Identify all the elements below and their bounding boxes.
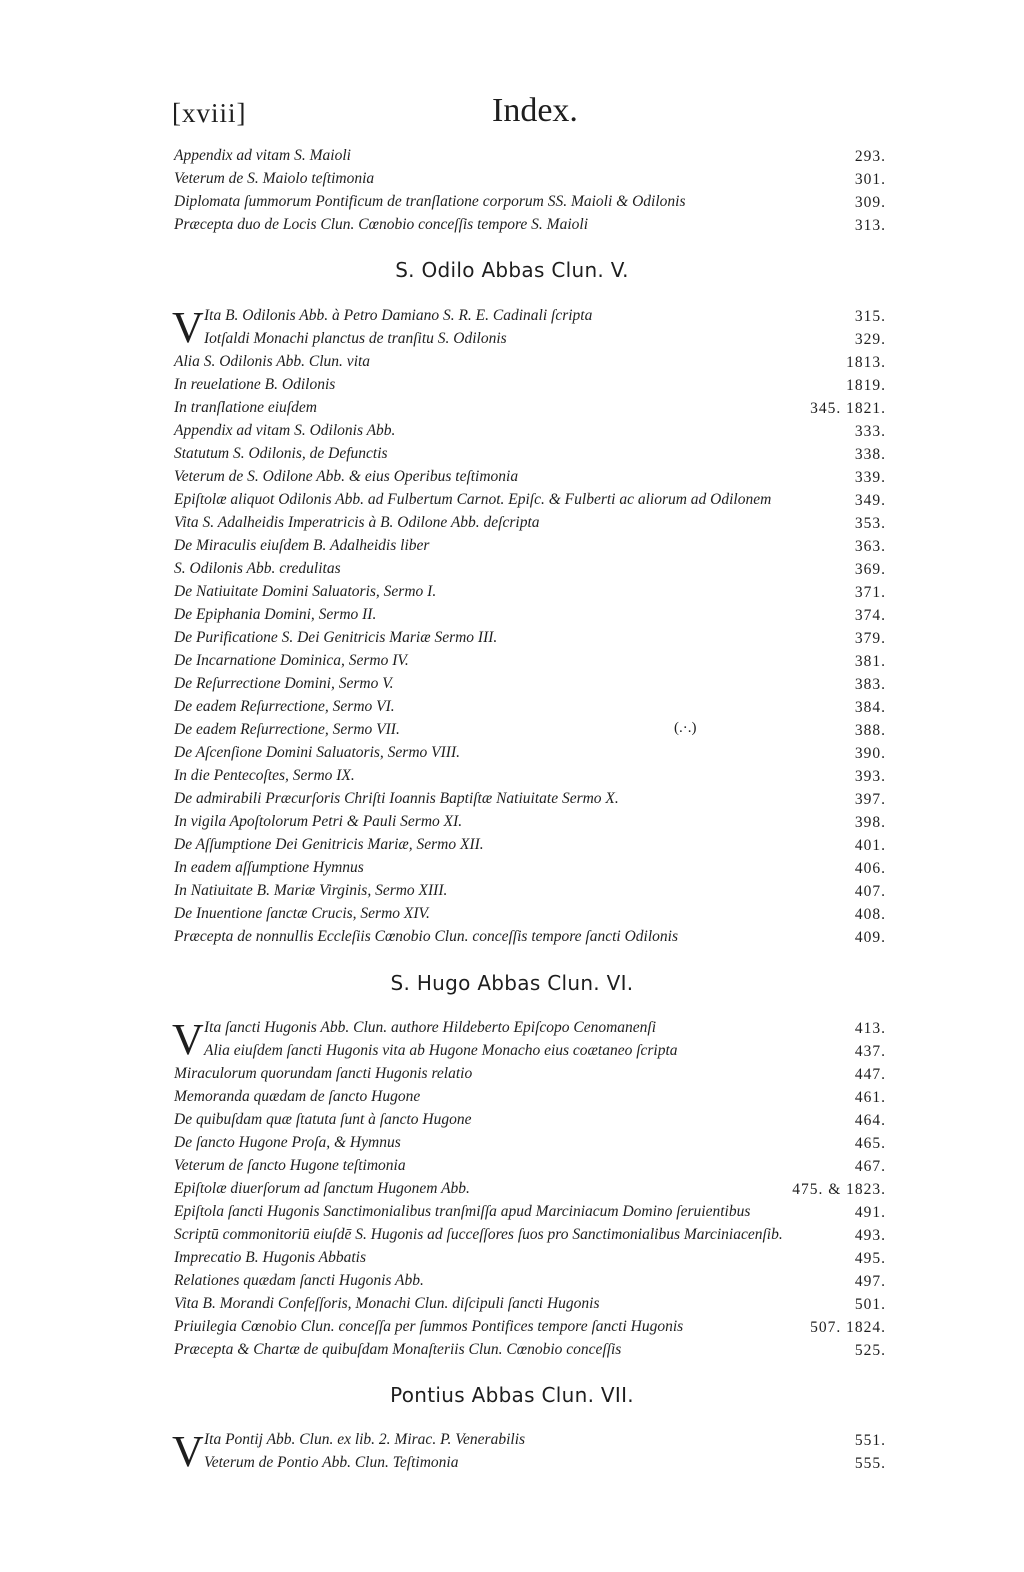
index-entry <box>0 1088 1024 1111</box>
entry-title: Ita Pontij Abb. Clun. ex lib. 2. Mirac. P. Venerabilis <box>204 1431 526 1448</box>
entry-page: 493. <box>854 1227 886 1244</box>
entry-title: Appendix ad vitam S. Odilonis Abb. <box>174 422 396 439</box>
entry-page: 1819. <box>846 377 886 394</box>
entry-title: Præcepta de nonnullis Eccleſiis Cœnobio Clun. conceſſis tempore ſancti Odilonis <box>174 928 678 945</box>
entry-title: De Reſurrectione Domini, Sermo V. <box>174 675 394 692</box>
entry-title: De Purificatione S. Dei Genitricis Mariæ Sermo III. <box>174 629 498 646</box>
index-entry <box>0 1157 1024 1180</box>
index-entry <box>0 399 1024 422</box>
entry-title: Ita ſancti Hugonis Abb. Clun. authore Hildeberto Epiſcopo Cenomanenſi <box>204 1019 657 1036</box>
entry-title: Iotſaldi Monachi planctus de tranſitu S. Odilonis <box>204 330 507 347</box>
entry-page: 329. <box>854 331 886 348</box>
entry-title: De quibuſdam quæ ſtatuta ſunt à ſancto Hugone <box>174 1111 472 1128</box>
entry-title: In Natiuitate B. Mariæ Virginis, Sermo XIII. <box>174 882 448 899</box>
entry-page: 388. <box>854 722 886 739</box>
entry-page: 1813. <box>846 354 886 371</box>
index-entry <box>0 1019 1024 1042</box>
entry-title: In die Pentecoſtes, Sermo IX. <box>174 767 355 784</box>
entry-title: Statutum S. Odilonis, de Defunctis <box>174 445 388 462</box>
section-heading: S. Odilo Abbas Clun. V. <box>395 258 629 282</box>
entry-page: 464. <box>854 1112 886 1129</box>
index-entry <box>0 1431 1024 1454</box>
entry-title: In vigila Apoſtolorum Petri & Pauli Sermo XI. <box>174 813 463 830</box>
index-entry <box>0 1226 1024 1249</box>
entry-page: 401. <box>854 837 886 854</box>
entry-page: 313. <box>854 217 886 234</box>
entry-page: 333. <box>854 423 886 440</box>
entry-page: 407. <box>854 883 886 900</box>
entry-title: De Aſcenſione Domini Saluatoris, Sermo VIII. <box>174 744 460 761</box>
index-entry <box>0 859 1024 882</box>
index-entry <box>0 813 1024 836</box>
index-entry <box>0 537 1024 560</box>
index-entry <box>0 1272 1024 1295</box>
entry-page: 293. <box>854 148 886 165</box>
entry-page: 475. & 1823. <box>792 1181 886 1198</box>
index-entry <box>0 147 1024 170</box>
entry-title: De Inuentione ſanctæ Crucis, Sermo XIV. <box>174 905 430 922</box>
entry-page: 315. <box>854 308 886 325</box>
entry-page: 349. <box>854 492 886 509</box>
entry-title: De Epiphania Domini, Sermo II. <box>174 606 377 623</box>
entry-mark: (.·.) <box>674 720 697 736</box>
entry-page: 369. <box>854 561 886 578</box>
entry-page: 465. <box>854 1135 886 1152</box>
index-entry <box>0 698 1024 721</box>
index-entry <box>0 629 1024 652</box>
entry-title: Relationes quædam ſancti Hugonis Abb. <box>174 1272 424 1289</box>
index-entry <box>0 606 1024 629</box>
entry-title: De Miraculis eiuſdem B. Adalheidis liber <box>174 537 430 554</box>
index-entry <box>0 928 1024 951</box>
entry-title: In reuelatione B. Odilonis <box>174 376 336 393</box>
index-entry <box>0 491 1024 514</box>
entry-page: 381. <box>854 653 886 670</box>
entry-page: 393. <box>854 768 886 785</box>
entry-title: Epiſtola ſancti Hugonis Sanctimonialibus tranſmiſſa apud Marciniacum Domino ſeruientibus <box>174 1203 751 1220</box>
index-entry <box>0 767 1024 790</box>
entry-title: Ita B. Odilonis Abb. à Petro Damiano S. R. E. Cadinali ſcripta <box>204 307 593 324</box>
index-entry <box>0 1111 1024 1134</box>
entry-page: 406. <box>854 860 886 877</box>
entry-title: Epiſtolæ diuerſorum ad ſanctum Hugonem Abb. <box>174 1180 470 1197</box>
index-entry <box>0 652 1024 675</box>
entry-title: Præcepta duo de Locis Clun. Cœnobio conceſſis tempore S. Maioli <box>174 216 589 233</box>
entry-page: 374. <box>854 607 886 624</box>
entry-title: Veterum de S. Odilone Abb. & eius Operibus teſtimonia <box>174 468 519 485</box>
index-entry <box>0 514 1024 537</box>
entry-title: Epiſtolæ aliquot Odilonis Abb. ad Fulbertum Carnot. Epiſc. & Fulberti ac aliorum ad Odilonem <box>174 491 772 508</box>
index-entry <box>0 1454 1024 1477</box>
entry-title: De Natiuitate Domini Saluatoris, Sermo I. <box>174 583 437 600</box>
entry-page: 437. <box>854 1043 886 1060</box>
entry-page: 555. <box>854 1455 886 1472</box>
entry-title: Vita B. Morandi Confeſſoris, Monachi Clun. diſcipuli ſancti Hugonis <box>174 1295 600 1312</box>
entry-page: 398. <box>854 814 886 831</box>
entry-page: 301. <box>854 171 886 188</box>
index-entry <box>0 790 1024 813</box>
index-entry <box>0 445 1024 468</box>
index-entry <box>0 1318 1024 1341</box>
entry-page: 413. <box>854 1020 886 1037</box>
index-entry <box>0 744 1024 767</box>
entry-title: Veterum de S. Maiolo teſtimonia <box>174 170 375 187</box>
index-entry <box>0 1180 1024 1203</box>
entry-page: 309. <box>854 194 886 211</box>
entry-title: Veterum de Pontio Abb. Clun. Teſtimonia <box>204 1454 459 1471</box>
entry-page: 397. <box>854 791 886 808</box>
entry-title: De eadem Reſurrectione, Sermo VII. <box>174 721 400 738</box>
index-entry <box>0 353 1024 376</box>
index-entry <box>0 721 1024 744</box>
index-entry <box>0 1249 1024 1272</box>
index-entry <box>0 905 1024 928</box>
entry-title: Memoranda quædam de ſancto Hugone <box>174 1088 421 1105</box>
section-heading: Pontius Abbas Clun. VII. <box>390 1383 634 1407</box>
entry-title: De eadem Reſurrectione, Sermo VI. <box>174 698 395 715</box>
entry-title: Diplomata ſummorum Pontificum de tranſlatione corporum SS. Maioli & Odilonis <box>174 193 686 210</box>
entry-page: 379. <box>854 630 886 647</box>
index-entry <box>0 1065 1024 1088</box>
entry-title: Priuilegia Cœnobio Clun. conceſſa per ſummos Pontifices tempore ſancti Hugonis <box>174 1318 684 1335</box>
index-entry <box>0 193 1024 216</box>
entry-title: De admirabili Præcurſoris Chriſti Ioannis Baptiſtæ Natiuitate Sermo X. <box>174 790 619 807</box>
entry-page: 390. <box>854 745 886 762</box>
index-entry <box>0 583 1024 606</box>
entry-page: 371. <box>854 584 886 601</box>
page-title: Index. <box>492 92 578 129</box>
entry-page: 447. <box>854 1066 886 1083</box>
initial-letter: V <box>172 1015 204 1064</box>
entry-page: 461. <box>854 1089 886 1106</box>
entry-title: Veterum de ſancto Hugone teſtimonia <box>174 1157 406 1174</box>
entry-title: Appendix ad vitam S. Maioli <box>174 147 351 164</box>
entry-title: Imprecatio B. Hugonis Abbatis <box>174 1249 367 1266</box>
entry-page: 497. <box>854 1273 886 1290</box>
entry-title: In tranſlatione eiuſdem <box>174 399 317 416</box>
entry-page: 383. <box>854 676 886 693</box>
entry-page: 408. <box>854 906 886 923</box>
entry-title: S. Odilonis Abb. credulitas <box>174 560 341 577</box>
entry-page: 467. <box>854 1158 886 1175</box>
entry-page: 338. <box>854 446 886 463</box>
index-entry <box>0 1341 1024 1364</box>
index-entry <box>0 1134 1024 1157</box>
entry-page: 525. <box>854 1342 886 1359</box>
index-entry <box>0 330 1024 353</box>
index-entry <box>0 675 1024 698</box>
index-entry <box>0 170 1024 193</box>
entry-title: Scriptū commonitoriū eiuſdē S. Hugonis ad ſucceſſores ſuos pro Sanctimonialibus Marciniacenſib. <box>174 1226 783 1243</box>
entry-page: 363. <box>854 538 886 555</box>
entry-title: In eadem aſſumptione Hymnus <box>174 859 364 876</box>
index-entry <box>0 468 1024 491</box>
index-entry <box>0 836 1024 859</box>
index-entry <box>0 376 1024 399</box>
entry-page: 495. <box>854 1250 886 1267</box>
initial-letter: V <box>172 303 204 352</box>
index-entry <box>0 1295 1024 1318</box>
entry-page: 384. <box>854 699 886 716</box>
entry-title: De ſancto Hugone Proſa, & Hymnus <box>174 1134 401 1151</box>
index-entry <box>0 216 1024 239</box>
index-entry <box>0 1042 1024 1065</box>
entry-page: 339. <box>854 469 886 486</box>
entry-title: Miraculorum quorundam ſancti Hugonis relatio <box>174 1065 473 1082</box>
index-entry <box>0 560 1024 583</box>
entry-page: 551. <box>854 1432 886 1449</box>
index-entry <box>0 307 1024 330</box>
folio-number: [xviii] <box>172 98 247 128</box>
entry-title: Alia eiuſdem ſancti Hugonis vita ab Hugone Monacho eius coætaneo ſcripta <box>204 1042 678 1059</box>
entry-page: 501. <box>854 1296 886 1313</box>
section-heading: S. Hugo Abbas Clun. VI. <box>390 971 634 995</box>
entry-page: 409. <box>854 929 886 946</box>
entry-title: Vita S. Adalheidis Imperatricis à B. Odilone Abb. deſcripta <box>174 514 540 531</box>
entry-page: 353. <box>854 515 886 532</box>
index-entry <box>0 1203 1024 1226</box>
index-entry <box>0 882 1024 905</box>
entry-title: De Incarnatione Dominica, Sermo IV. <box>174 652 409 669</box>
entry-page: 491. <box>854 1204 886 1221</box>
entry-page: 507. 1824. <box>810 1319 886 1336</box>
initial-letter: V <box>172 1427 204 1476</box>
entry-page: 345. 1821. <box>810 400 886 417</box>
entry-title: Alia S. Odilonis Abb. Clun. vita <box>174 353 371 370</box>
entry-title: De Aſſumptione Dei Genitricis Mariæ, Sermo XII. <box>174 836 484 853</box>
index-entry <box>0 422 1024 445</box>
entry-title: Præcepta & Chartæ de quibuſdam Monaſteriis Clun. Cœnobio conceſſis <box>174 1341 622 1358</box>
